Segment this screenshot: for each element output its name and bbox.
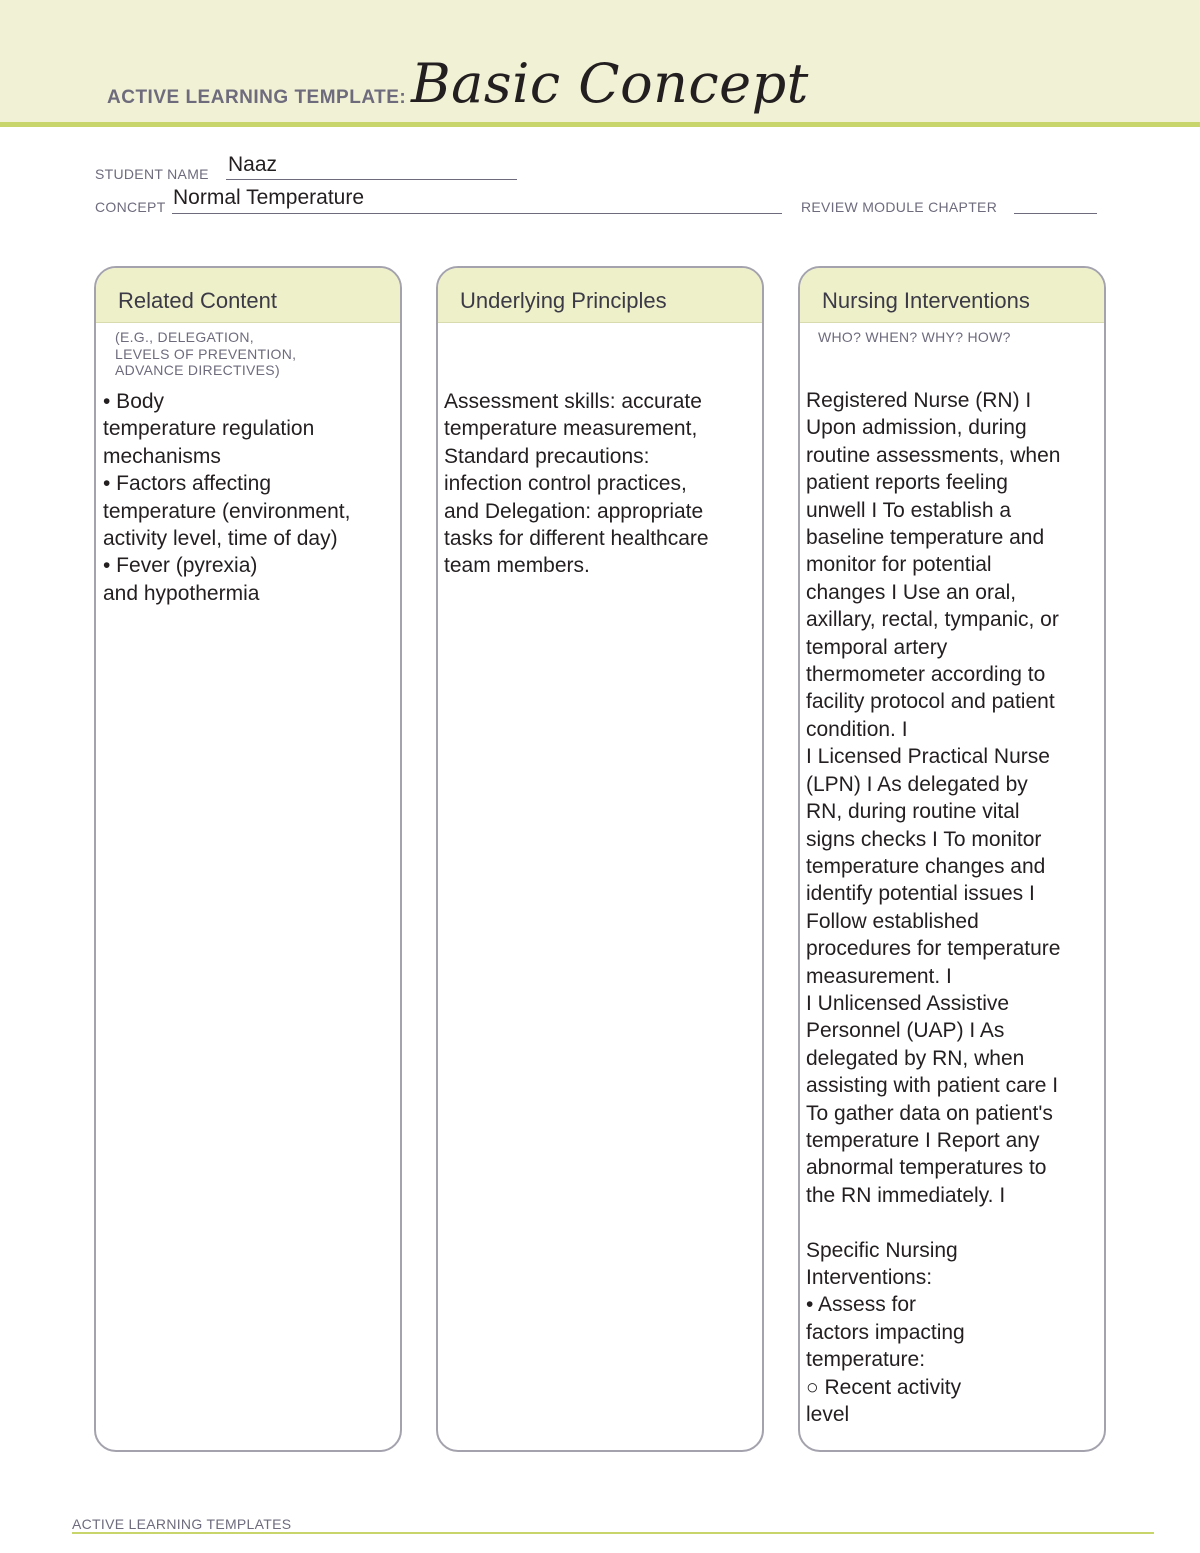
nursing-interventions-header xyxy=(800,268,1104,323)
related-content-subtitle: (E.G., DELEGATION, LEVELS OF PREVENTION, ADVANCE DIRECTIVES) xyxy=(115,329,297,378)
related-content-title: Related Content xyxy=(118,288,277,313)
nursing-interventions-panel xyxy=(798,266,1106,1452)
footer-label: ACTIVE LEARNING TEMPLATES xyxy=(72,1516,292,1532)
student-name-label: STUDENT NAME xyxy=(95,166,209,182)
underlying-principles-text[interactable]: Assessment skills: accurate temperature measurement, Standard precautions: infection control practices, and Delegation: appropriate tasks for different healthcare team members. xyxy=(444,390,709,578)
student-name-field[interactable]: Naaz xyxy=(228,153,278,176)
header-rule xyxy=(0,122,1200,127)
underlying-principles-panel xyxy=(436,266,764,1452)
related-content-header xyxy=(96,268,400,323)
student-name-line xyxy=(226,179,517,180)
footer-rule xyxy=(72,1532,1154,1534)
related-content-panel xyxy=(94,266,402,1452)
review-module-label: REVIEW MODULE CHAPTER xyxy=(801,199,998,215)
concept-field[interactable]: Normal Temperature xyxy=(173,186,365,209)
underlying-principles-header xyxy=(438,268,762,323)
concept-line xyxy=(172,213,782,214)
nursing-interventions-subtitle: WHO? WHEN? WHY? HOW? xyxy=(818,329,1011,345)
nursing-interventions-text[interactable]: Registered Nurse (RN) I Upon admission, during routine assessments, when patient reports feeling unwell I To establish a baseline temperature and monitor for potential changes I Use an oral, axillary, rectal, tympanic, or temporal artery thermometer according to facility protocol and patient condition. I I Licensed Practical Nurse (LPN) I As delegated by RN, during routine vital signs checks I To monitor temperature changes and identify potential issues I Follow established procedures for temperature measurement. I I Unlicensed Assistive Personnel (UAP) I As delegated by RN, when assisting with patient care I To gather data on patient's temperature I Report any abnormal temperatures to the RN immediately. I Specific Nursing Interventions: • Assess for factors impacting temperature: ○ Recent activity level xyxy=(806,389,1061,1427)
review-module-line xyxy=(1014,213,1097,214)
concept-label: CONCEPT xyxy=(95,199,166,215)
template-label: ACTIVE LEARNING TEMPLATE: xyxy=(107,87,407,108)
underlying-principles-title: Underlying Principles xyxy=(460,288,667,313)
nursing-interventions-title: Nursing Interventions xyxy=(822,288,1030,313)
related-content-text[interactable]: • Body temperature regulation mechanisms • Factors affecting temperature (environment, activity level, time of day) • Fever (pyrexia) and hypothermia xyxy=(103,390,351,605)
template-title: Basic Concept xyxy=(411,52,809,115)
